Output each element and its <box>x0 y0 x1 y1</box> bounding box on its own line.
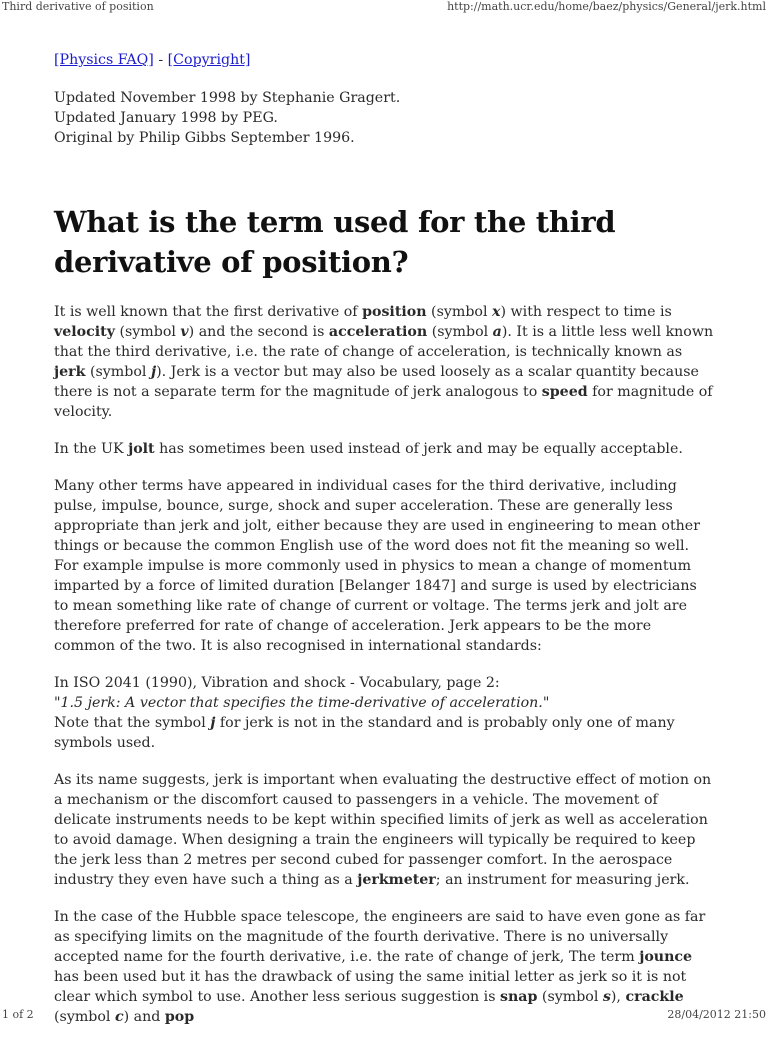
symbol-x: x <box>492 304 501 320</box>
symbol-v: v <box>180 324 189 340</box>
term-speed: speed <box>541 384 588 400</box>
iso-quote: "1.5 jerk: A vector that specifies the time-derivative of acceleration." <box>54 695 550 711</box>
text: ) with respect to time is <box>500 304 672 320</box>
nav-separator: - <box>153 52 168 68</box>
update-line-1: Updated November 1998 by Stephanie Gragert. <box>54 90 401 106</box>
copyright-link[interactable]: [Copyright] <box>167 52 251 68</box>
text: In the case of the Hubble space telescope, the engineers are said to have even gone as far as specifying limits on the magnitude of the fourth derivative. There is no universally accepted name for the fourth derivative, i.e. the rate of change of jerk, The term <box>54 909 706 965</box>
text: As its name suggests, jerk is important when evaluating the destructive effect of motion on a mechanism or the discomfort caused to passengers in a vehicle. The movement of delicate instruments needs to be kept within specified limits of jerk as well as acceleration to avoid damage. When designing a train the engineers will typically be required to keep the jerk less than 2 metres per second cubed for passenger comfort. In the aerospace industry they even have such a thing as a <box>54 772 712 888</box>
print-url: http://math.ucr.edu/home/baez/physics/General/jerk.html <box>447 0 766 13</box>
print-page-count: 1 of 2 <box>2 1008 34 1021</box>
print-page-title: Third derivative of position <box>2 0 154 13</box>
print-footer <box>0 1008 768 1022</box>
symbol-s: s <box>602 989 611 1005</box>
term-jolt: jolt <box>128 441 155 457</box>
update-line-3: Original by Philip Gibbs September 1996. <box>54 130 355 146</box>
text: for jerk is not in the standard and is probably only one of many symbols used. <box>54 715 675 751</box>
term-velocity: velocity <box>54 324 115 340</box>
update-history <box>54 88 714 148</box>
paragraph-1 <box>54 302 714 422</box>
text: It is well known that the first derivative of <box>54 304 363 320</box>
paragraph-4 <box>54 673 714 753</box>
text: for magnitude of velocity. <box>54 384 713 420</box>
text: (symbol <box>114 324 181 340</box>
physics-faq-link[interactable]: [Physics FAQ] <box>54 52 154 68</box>
paragraph-2 <box>54 439 714 459</box>
term-jounce: jounce <box>639 949 693 965</box>
update-line-2: Updated January 1998 by PEG. <box>54 110 278 126</box>
text: ) and the second is <box>188 324 329 340</box>
term-position: position <box>362 304 427 320</box>
text: Note that the symbol <box>54 715 211 731</box>
text: has been used but it has the drawback of using the same initial letter as jerk so it is not clear which symbol to use. Another less serious suggestion is <box>54 969 687 1005</box>
print-timestamp: 28/04/2012 21:50 <box>667 1008 766 1021</box>
paragraph-3: Many other terms have appeared in individual cases for the third derivative, including pulse, impulse, bounce, surge, shock and super acceleration. These are generally less appropriate than jerk and jolt, either because they are used in engineering to mean other things or because the common English use of the word does not fit the meaning so well. For example impulse is more commonly used in physics to mean a change of momentum imparted by a force of limited duration [Belanger 1847] and surge is used by electricians to mean something like rate of change of current or voltage. The terms jerk and jolt are therefore preferred for rate of change of acceleration. Jerk appears to be the more common of the two. It is also recognised in international standards: <box>54 478 700 654</box>
symbol-a: a <box>492 324 502 340</box>
paragraph-5 <box>54 770 714 890</box>
text: (symbol <box>427 324 493 340</box>
text: (symbol <box>426 304 493 320</box>
breadcrumb <box>54 50 714 70</box>
symbol-j: j <box>210 715 216 731</box>
symbol-c: c <box>114 1009 124 1025</box>
term-acceleration: acceleration <box>328 324 428 340</box>
term-snap: snap <box>500 989 538 1005</box>
article <box>54 50 714 1044</box>
text: ). It is a little less well known that the third derivative, i.e. the rate of change of acceleration, is technically known as <box>54 324 714 360</box>
term-crackle: crackle <box>625 989 684 1005</box>
term-jerk: jerk <box>54 364 86 380</box>
text: (symbol <box>54 1009 115 1025</box>
print-header <box>0 0 768 14</box>
term-pop: pop <box>164 1009 195 1025</box>
text: (symbol <box>537 989 603 1005</box>
iso-reference: In ISO 2041 (1990), Vibration and shock - Vocabulary, page 2: <box>54 675 500 691</box>
page-title: What is the term used for the third derivative of position? <box>54 205 616 279</box>
symbol-j: j <box>150 364 157 380</box>
term-jerkmeter: jerkmeter <box>357 872 436 888</box>
text: ). Jerk is a vector but may also be used loosely as a scalar quantity because there is not a separate term for the magnitude of jerk analogous to <box>54 364 699 400</box>
text: has sometimes been used instead of jerk and may be equally acceptable. <box>154 441 683 457</box>
text: ; an instrument for measuring jerk. <box>435 872 690 888</box>
text: ) and <box>123 1009 165 1025</box>
text: (symbol <box>85 364 151 380</box>
text: In the UK <box>54 441 129 457</box>
text: ), <box>610 989 626 1005</box>
